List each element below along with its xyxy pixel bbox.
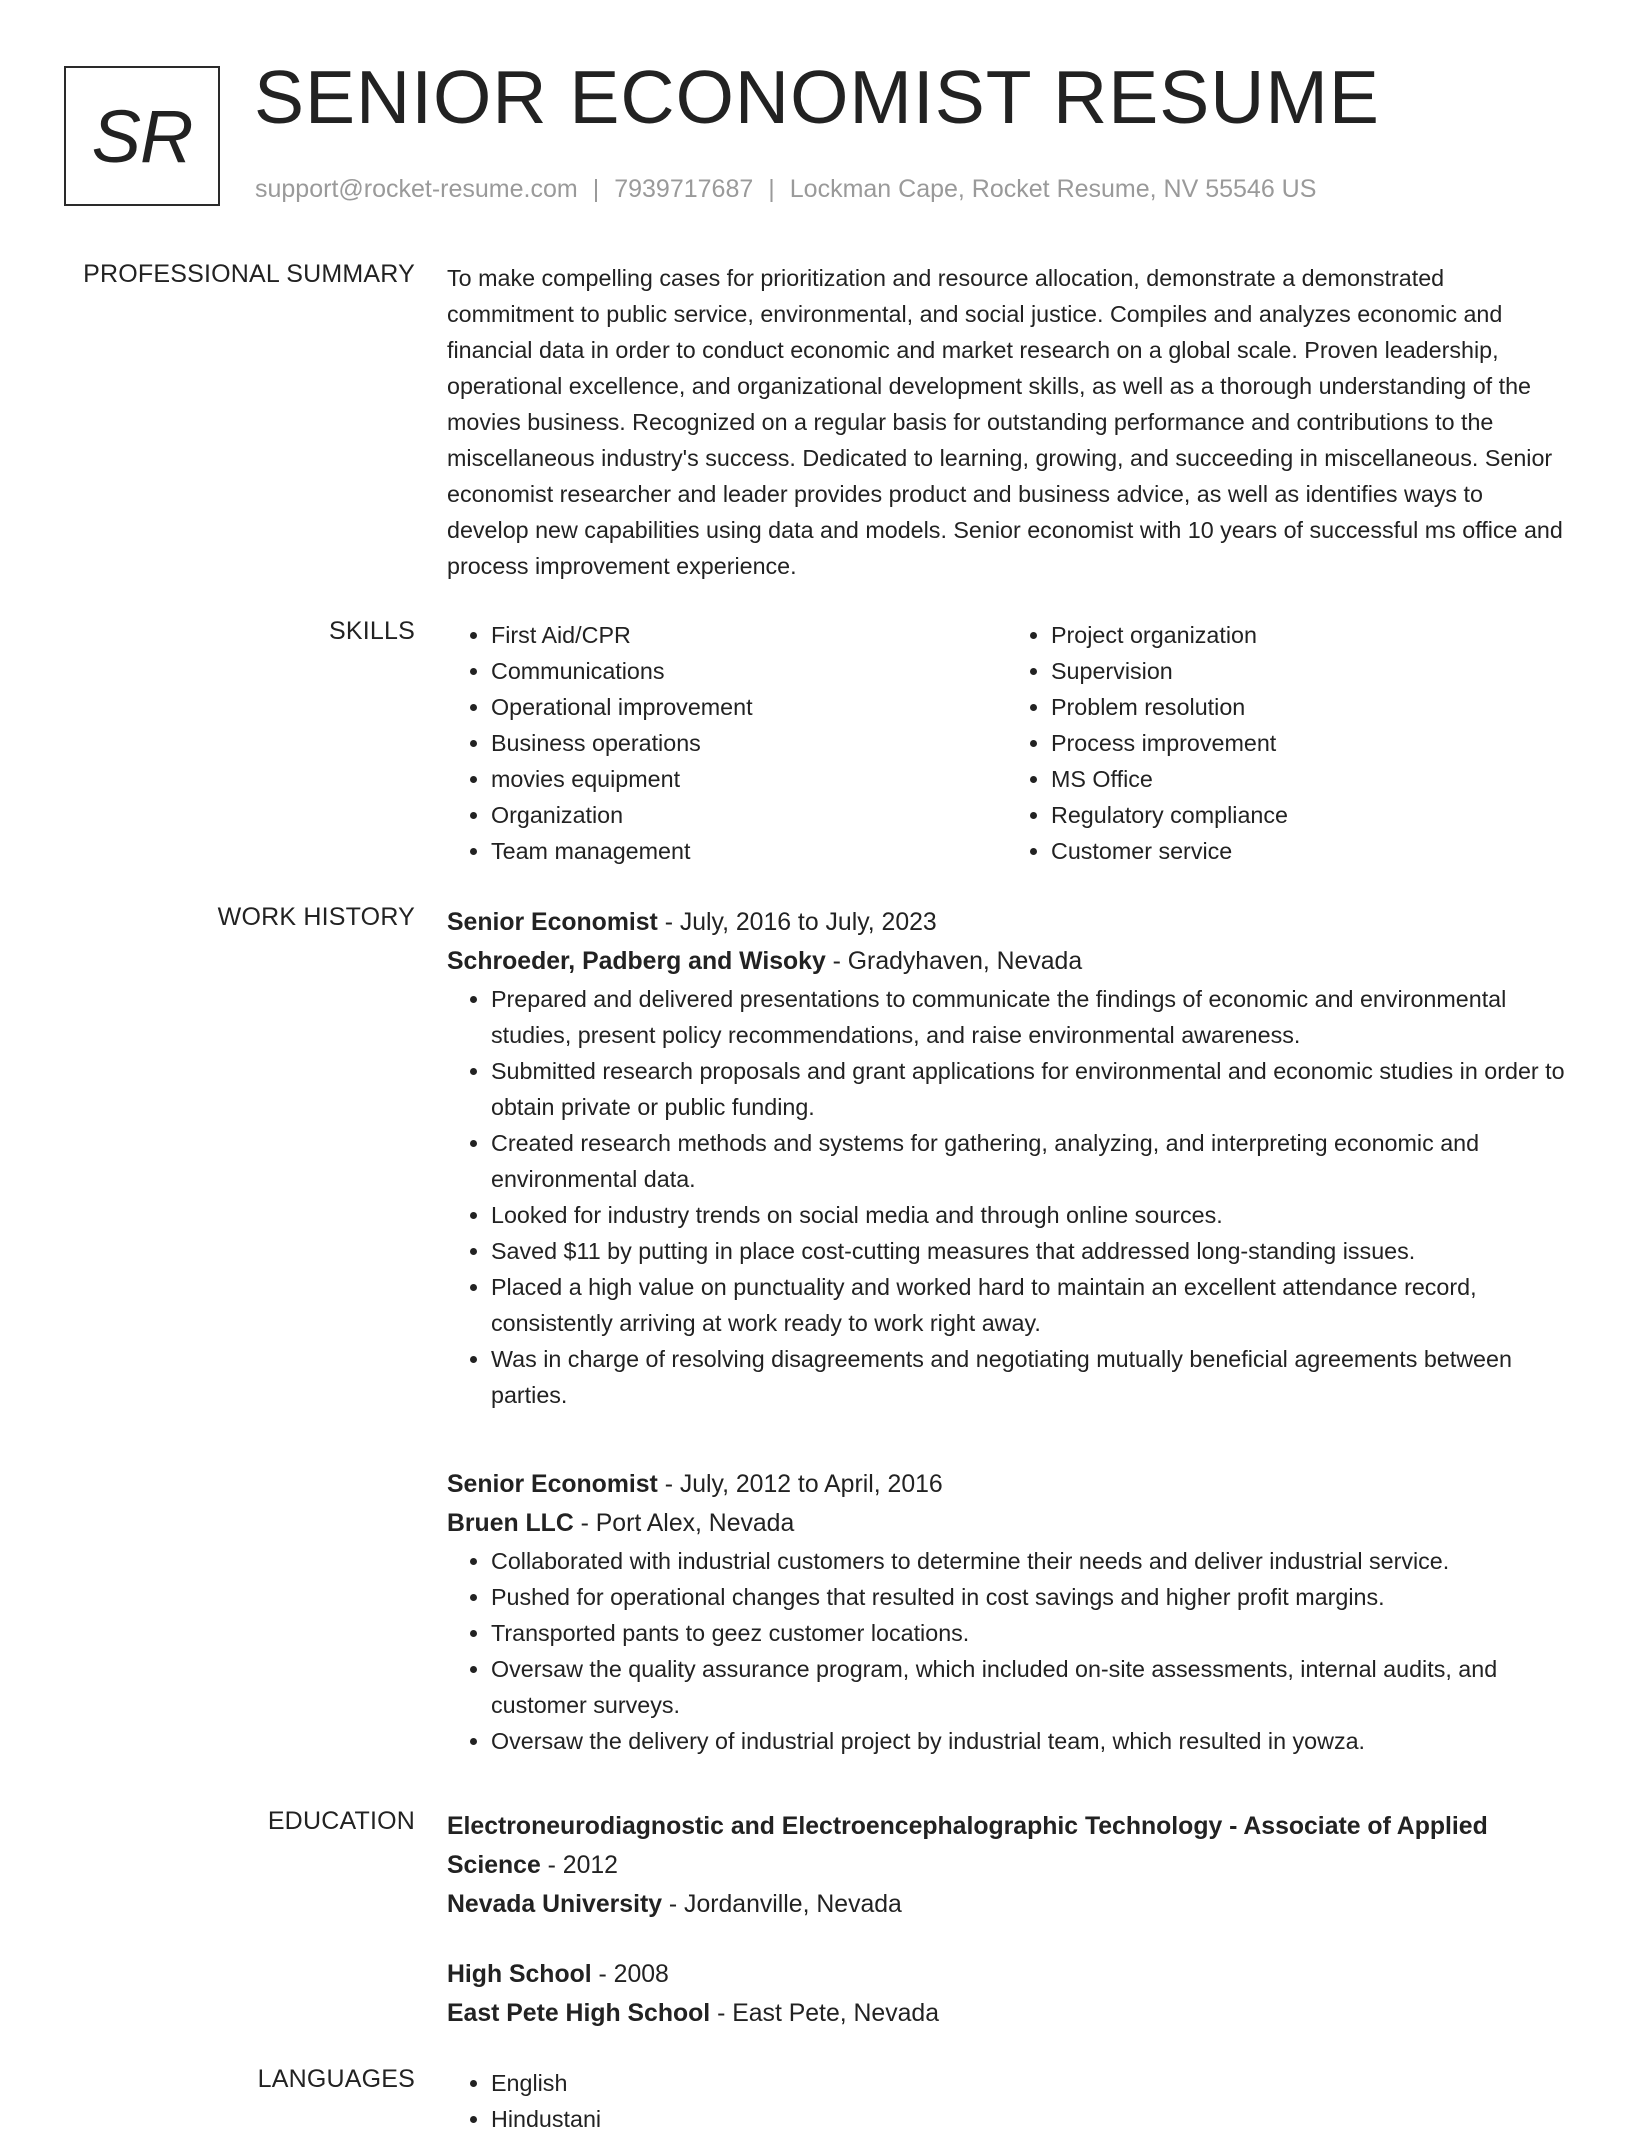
skill-item: • Communications bbox=[491, 653, 1007, 689]
education-location: - East Pete, Nevada bbox=[710, 2000, 939, 2027]
language-item: • English bbox=[491, 2065, 1567, 2101]
job-bullet: • Collaborated with industrial customers to determine their needs and deliver industrial service. bbox=[491, 1543, 1567, 1579]
job-title: Senior Economist bbox=[447, 1471, 658, 1498]
initials-monogram: SR bbox=[64, 66, 220, 206]
job-bullet: • Created research methods and systems for gathering, analyzing, and interpreting economic and environmental data. bbox=[491, 1125, 1567, 1197]
job-company: Bruen LLC bbox=[447, 1510, 574, 1537]
languages-body bbox=[447, 2065, 1567, 2137]
education-degree-line bbox=[447, 1955, 1567, 1994]
job-bullet: • Submitted research proposals and grant applications for environmental and economic studies in order to obtain private or public funding. bbox=[491, 1053, 1567, 1125]
skill-item: • Business operations bbox=[491, 725, 1007, 761]
skill-item: • Process improvement bbox=[1051, 725, 1567, 761]
summary-body bbox=[447, 260, 1567, 584]
skills-body bbox=[447, 617, 1567, 869]
skill-item: • Team management bbox=[491, 833, 1007, 869]
job-title-line bbox=[447, 1465, 1567, 1504]
education-body-2 bbox=[447, 1955, 1567, 2033]
job-bullet: • Oversaw the delivery of industrial project by industrial team, which resulted in yowza. bbox=[491, 1723, 1567, 1759]
job-entry bbox=[447, 1465, 1567, 1759]
skills-label: SKILLS bbox=[329, 617, 415, 645]
job-bullet-list bbox=[447, 1543, 1567, 1759]
job-location: - Gradyhaven, Nevada bbox=[825, 948, 1083, 975]
skill-item: • Regulatory compliance bbox=[1051, 797, 1567, 833]
education-body bbox=[447, 1807, 1567, 1924]
job-dates: - July, 2016 to July, 2023 bbox=[657, 909, 937, 936]
job-location: - Port Alex, Nevada bbox=[573, 1510, 795, 1537]
job-entry bbox=[447, 903, 1567, 1413]
skill-item: • Supervision bbox=[1051, 653, 1567, 689]
work-history-label: WORK HISTORY bbox=[217, 903, 415, 931]
work-history-body-2 bbox=[447, 1465, 1567, 1759]
job-company-line bbox=[447, 1504, 1567, 1543]
job-title-line bbox=[447, 903, 1567, 942]
skill-item: • Organization bbox=[491, 797, 1007, 833]
skill-item: • Operational improvement bbox=[491, 689, 1007, 725]
job-bullet: • Prepared and delivered presentations to communicate the findings of economic and environmental studies, present policy recommendations, and raise environmental awareness. bbox=[491, 981, 1567, 1053]
skill-item: • MS Office bbox=[1051, 761, 1567, 797]
education-degree-line bbox=[447, 1807, 1567, 1885]
education-year: - 2012 bbox=[540, 1852, 618, 1879]
job-bullet-list bbox=[447, 981, 1567, 1413]
skills-columns bbox=[447, 617, 1567, 869]
skill-item: • Problem resolution bbox=[1051, 689, 1567, 725]
contact-line bbox=[255, 175, 1316, 204]
job-bullet: • Placed a high value on punctuality and worked hard to maintain an excellent attendance record, consistently arriving at work ready to work right away. bbox=[491, 1269, 1567, 1341]
education-year: - 2008 bbox=[591, 1961, 669, 1988]
job-company: Schroeder, Padberg and Wisoky bbox=[447, 948, 826, 975]
contact-separator: | bbox=[768, 175, 775, 203]
skill-item: • Customer service bbox=[1051, 833, 1567, 869]
job-dates: - July, 2012 to April, 2016 bbox=[657, 1471, 943, 1498]
job-bullet: • Was in charge of resolving disagreements and negotiating mutually beneficial agreements between parties. bbox=[491, 1341, 1567, 1413]
resume-title: SENIOR ECONOMIST RESUME bbox=[254, 55, 1380, 139]
education-label: EDUCATION bbox=[267, 1807, 415, 1835]
contact-email: support@rocket-resume.com bbox=[255, 175, 578, 203]
education-school-line bbox=[447, 1885, 1567, 1924]
skill-item: • movies equipment bbox=[491, 761, 1007, 797]
education-location: - Jordanville, Nevada bbox=[662, 1891, 902, 1918]
contact-separator: | bbox=[592, 175, 600, 203]
education-degree: Electroneurodiagnostic and Electroencephalographic Technology - Associate of Applied Science bbox=[447, 1813, 1488, 1879]
skill-item: • Project organization bbox=[1051, 617, 1567, 653]
summary-label: PROFESSIONAL SUMMARY bbox=[83, 260, 415, 288]
summary-text: To make compelling cases for prioritization and resource allocation, demonstrate a demonstrated commitment to public service, environmental, and social justice. Compiles and analyzes economic and financial data in order to conduct economic and market research on a global scale. Proven leadership, operational excellence, and organizational development skills, as well as a thorough understanding of the movies business. Recognized on a regular basis for outstanding performance and contributions to the miscellaneous industry's success. Dedicated to learning, growing, and succeeding in miscellaneous. Senior economist researcher and leader provides product and business advice, as well as identifies ways to develop new capabilities using data and models. Senior economist with 10 years of successful ms office and process improvement experience. bbox=[447, 265, 1563, 579]
job-bullet: • Pushed for operational changes that resulted in cost savings and higher profit margins. bbox=[491, 1579, 1567, 1615]
language-item: • Hindustani bbox=[491, 2101, 1567, 2137]
languages-label: LANGUAGES bbox=[257, 2065, 415, 2093]
job-bullet: • Transported pants to geez customer locations. bbox=[491, 1615, 1567, 1651]
contact-address: Lockman Cape, Rocket Resume, NV 55546 US bbox=[789, 175, 1317, 203]
education-school: East Pete High School bbox=[447, 2000, 711, 2027]
education-school-line bbox=[447, 1994, 1567, 2033]
education-school: Nevada University bbox=[447, 1891, 663, 1918]
work-history-body bbox=[447, 903, 1567, 1413]
skills-left-list bbox=[447, 617, 1007, 869]
skills-right-list bbox=[1007, 617, 1567, 869]
contact-phone: 7939717687 bbox=[614, 175, 754, 203]
languages-list bbox=[447, 2065, 1567, 2137]
job-bullet: • Oversaw the quality assurance program, which included on-site assessments, internal audits, and customer surveys. bbox=[491, 1651, 1567, 1723]
job-bullet: • Saved $11 by putting in place cost-cutting measures that addressed long-standing issues. bbox=[491, 1233, 1567, 1269]
job-title: Senior Economist bbox=[447, 909, 658, 936]
skill-item: • First Aid/CPR bbox=[491, 617, 1007, 653]
job-bullet: • Looked for industry trends on social media and through online sources. bbox=[491, 1197, 1567, 1233]
education-degree: High School bbox=[447, 1961, 592, 1988]
job-company-line bbox=[447, 942, 1567, 981]
